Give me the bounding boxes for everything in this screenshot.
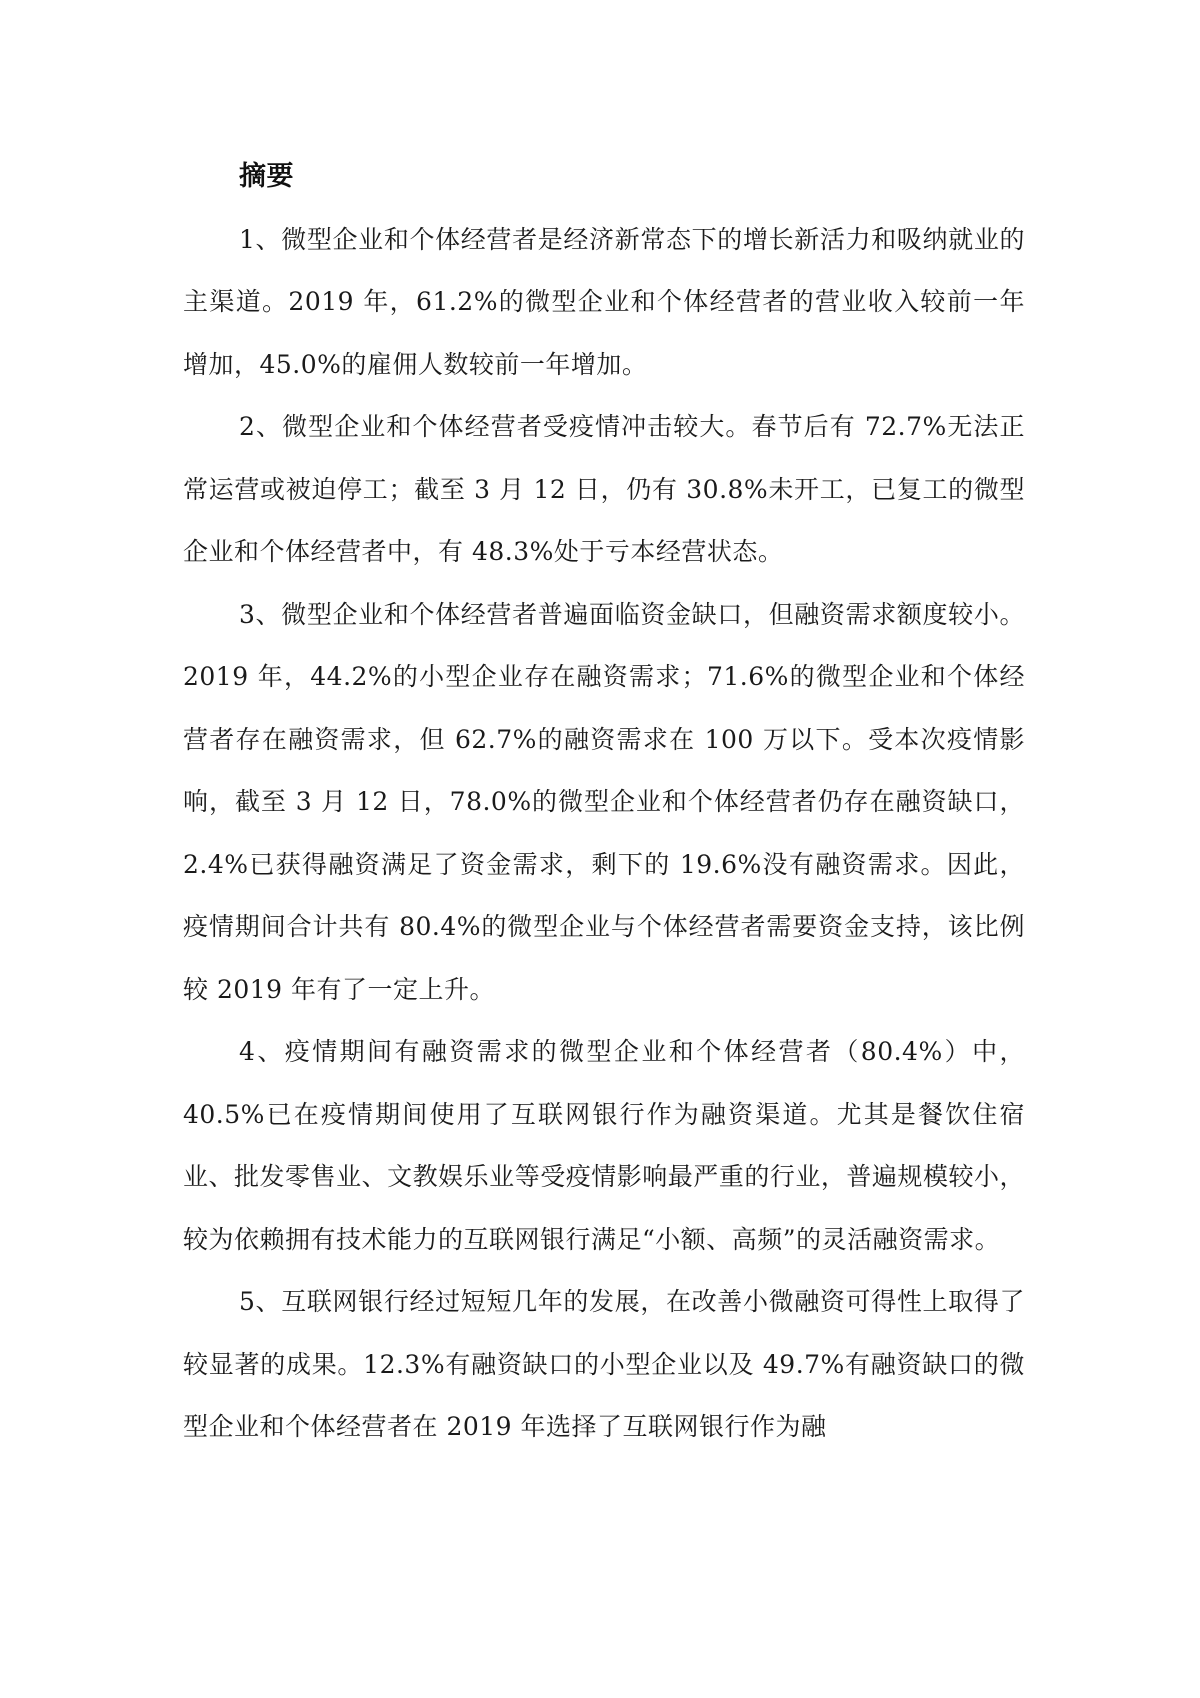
summary-paragraph-4: 4、疫情期间有融资需求的微型企业和个体经营者（80.4%）中，40.5%已在疫情期间使用了互联网银行作为融资渠道。尤其是餐饮住宿业、批发零售业、文教娱乐业等受疫情影响最严重的行业，普遍规模较小，较为依赖拥有技术能力的互联网银行满足“小额、高频”的灵活融资需求。 [183, 1037, 1025, 1254]
summary-paragraph-3: 3、微型企业和个体经营者普遍面临资金缺口，但融资需求额度较小。2019 年，44.2%的小型企业存在融资需求；71.6%的微型企业和个体经营者存在融资需求，但 62.7%的融资需求在 100 万以下。受本次疫情影响，截至 3 月 12 日，78.0%的微型企业和个体经营者仍存在融资缺口，2.4%已获得融资满足了资金需求，剩下的 19.6%没有融资需求。因此，疫情期间合计共有 80.4%的微型企业与个体经营者需要资金支持，该比例较 2019 年有了一定上升。 [183, 599, 1025, 1004]
summary-heading: 摘要 [239, 161, 294, 192]
summary-paragraph-2: 2、微型企业和个体经营者受疫情冲击较大。春节后有 72.7%无法正常运营或被迫停工；截至 3 月 12 日，仍有 30.8%未开工，已复工的微型企业和个体经营者中，有 48.3%处于亏本经营状态。 [183, 412, 1025, 566]
document-body [183, 146, 1025, 1459]
summary-paragraph-1: 1、微型企业和个体经营者是经济新常态下的增长新活力和吸纳就业的主渠道。2019 年，61.2%的微型企业和个体经营者的营业收入较前一年增加，45.0%的雇佣人数较前一年增加。 [183, 224, 1025, 379]
summary-paragraph-5: 5、互联网银行经过短短几年的发展，在改善小微融资可得性上取得了较显著的成果。12.3%有融资缺口的小型企业以及 49.7%有融资缺口的微型企业和个体经营者在 2019 年选择了互联网银行作为融 [183, 1287, 1025, 1441]
